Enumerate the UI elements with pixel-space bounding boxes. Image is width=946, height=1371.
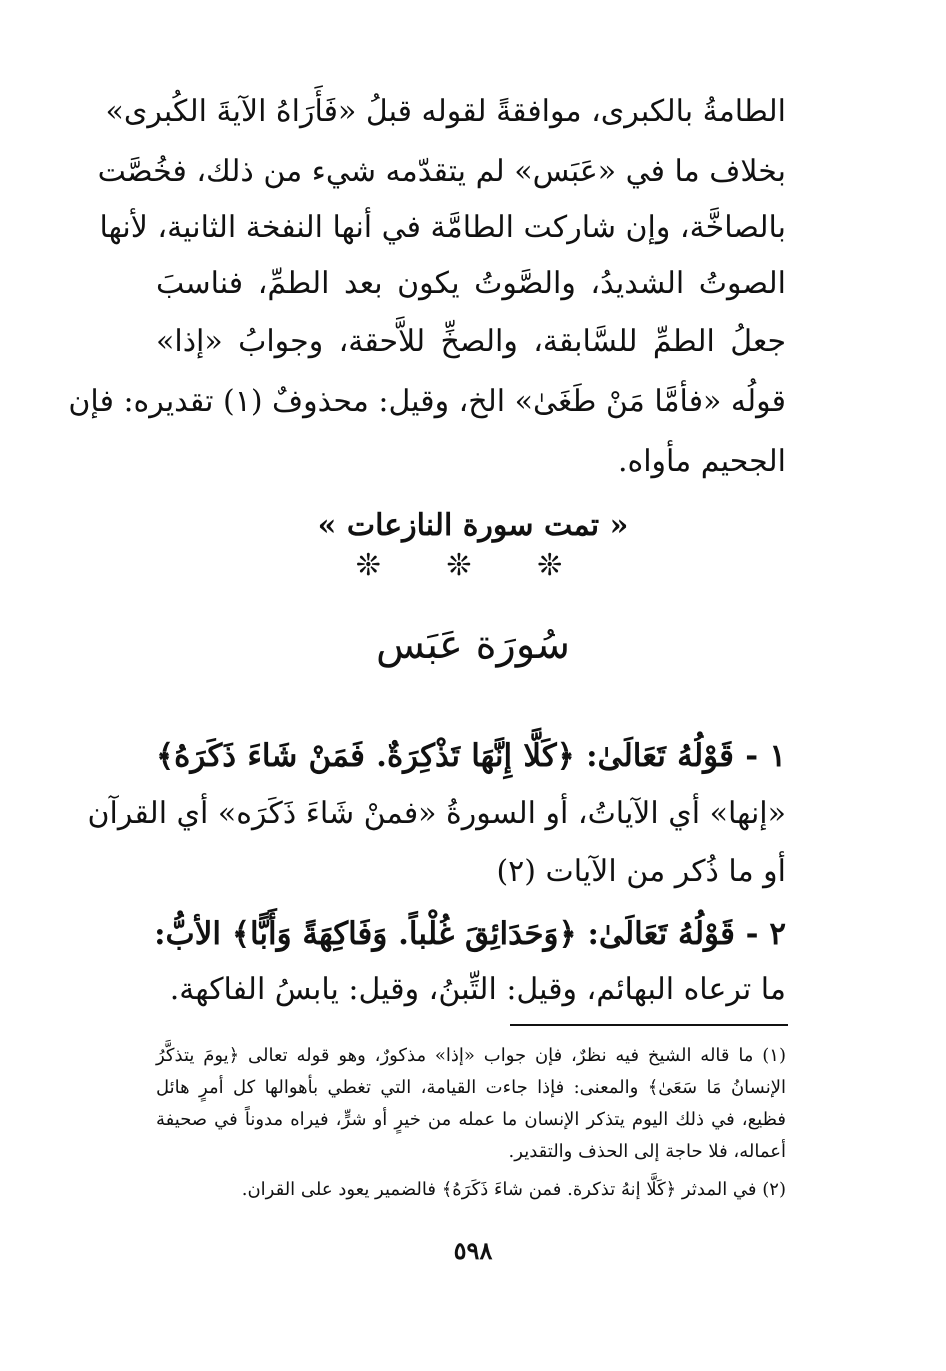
body-line-5: جعلُ الطمِّ للسَّابقة، والصخِّ للاَّحقة، وجوابُ «إذا»: [156, 324, 786, 359]
surah-title: سُورَة عَبَس: [375, 622, 571, 668]
body-line-3: بالصاخَّة، وإن شاركت الطامَّة في أنها النفخة الثانية، لأنها: [99, 210, 786, 245]
footnote-1-line-1: (١) ما قاله الشيخ فيه نظرٌ، فإن جواب «إذا» مذكورٌ، وهو قوله تعالى ﴿يومَ يتذكَّرُ: [156, 1045, 786, 1066]
footnote-divider: [510, 1024, 788, 1026]
verse-1-explanation-line-1: «إنها» أي الآياتُ، أو السورةُ «فمنْ شَاءَ ذَكَرَه» أي القرآن: [87, 796, 786, 831]
footnote-2: (٢) في المدثر ﴿كَلَّا إنهُ تذكرة. فمن شاءَ ذَكَرَهُ﴾ فالضمير يعود على القران.: [241, 1179, 786, 1200]
body-line-4: الصوتُ الشديدُ، والصَّوتُ يكون بعد الطمِّ، فناسبَ: [156, 266, 786, 301]
body-line-2: بخلاف ما في «عَبَس» لم يتقدّمه شيء من ذلك، فخُصَّت: [97, 154, 786, 189]
verse-2-heading: ٢ - قَوْلُهُ تَعَالَىٰ: ﴿وَحَدَائِقَ غُلْباً. وَفَاكِهَةً وَأَبًّا﴾ الأبُّ:: [154, 916, 786, 952]
verse-2-explanation-line-1: ما ترعاه البهائم، وقيل: التِّبنُ، وقيل: يابسُ الفاكهة.: [169, 972, 786, 1007]
footnote-1-line-2: الإنسانُ مَا سَعَىٰ﴾ والمعنى: فإذا جاءت القيامة، التي تغطي بأهوالها كل أمرٍ هائل: [156, 1077, 786, 1098]
verse-1-explanation-line-2: أو ما ذُكر من الآيات (٢): [496, 854, 786, 889]
footnote-1-line-3: فظيع، في ذلك اليوم يتذكر الإنسان ما عمله من خيرٍ أو شرٍّ، فيراه مدوناً في صحيفة: [156, 1109, 786, 1130]
section-separator: ❊ ❊ ❊: [355, 548, 591, 583]
body-line-6: قولُه «فأمَّا مَنْ طَغَىٰ» الخ، وقيل: محذوفٌ (١) تقديره: فإن: [68, 384, 786, 419]
page-number: ٥٩٨: [453, 1236, 493, 1265]
body-line-1: الطامةُ بالكبرى، موافقةً لقوله قبلُ «فَأَرَاهُ الآيةَ الكُبرى»: [105, 94, 786, 129]
footnote-1-line-4: أعماله، فلا حاجة إلى الحذف والتقدير.: [508, 1141, 786, 1162]
verse-1-heading: ١ - قَوْلُهُ تَعَالَىٰ: ﴿كَلَّا إِنَّهَا تَذْكِرَةٌ. فَمَنْ شَاءَ ذَكَرَهُ﴾: [156, 738, 786, 774]
body-line-7: الجحيم مأواه.: [617, 444, 786, 479]
surah-end-title: « تمت سورة النازعات »: [317, 508, 629, 543]
